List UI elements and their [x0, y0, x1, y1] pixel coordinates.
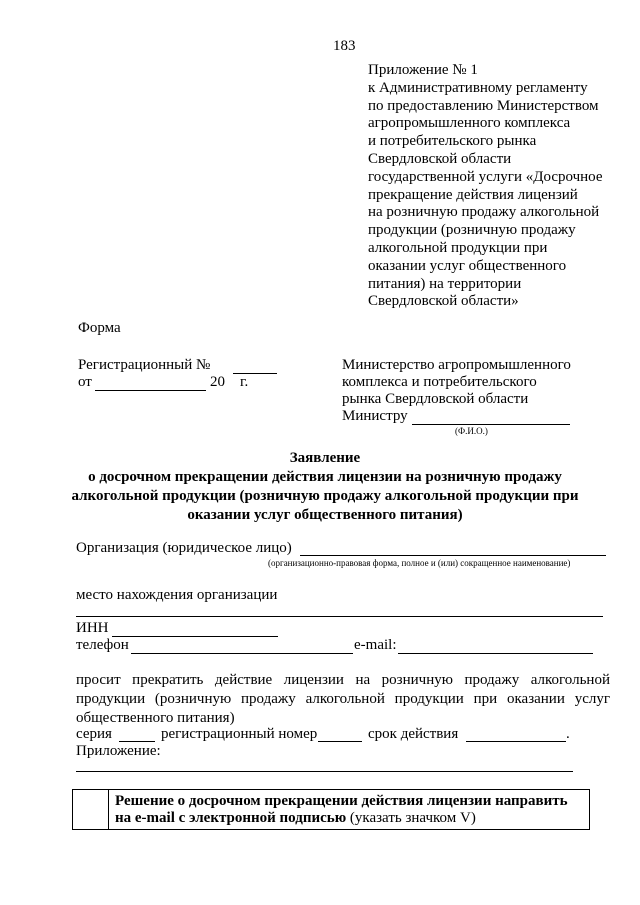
addressee-line: рынка Свердловской области: [342, 391, 529, 407]
attachment-label: Приложение:: [76, 743, 161, 759]
form-label: Форма: [78, 320, 121, 336]
page-number: 183: [333, 38, 356, 54]
email-label: e-mail:: [354, 637, 397, 653]
appendix-line: по предоставлению Министерством: [368, 97, 599, 114]
application-title: [60, 449, 590, 525]
title-line: алкогольной продукции (розничную продажу алкогольной продукции при: [71, 488, 579, 504]
phone-label: телефон: [76, 637, 129, 653]
decision-bold-line: на e-mail с электронной подписью: [115, 810, 347, 826]
decision-bold-line: Решение о досрочном прекращении действия лицензии направить: [115, 793, 568, 809]
appendix-block: [368, 62, 603, 311]
validity-blank[interactable]: [466, 741, 566, 742]
decision-text: [109, 790, 590, 830]
appendix-line: продукции (розничную продажу: [368, 222, 576, 239]
addressee-line: комплекса и потребительского: [342, 374, 537, 390]
location-label: место нахождения организации: [76, 587, 278, 603]
location-blank[interactable]: [76, 616, 603, 617]
appendix-line: питания) на территории: [368, 275, 522, 292]
appendix-line: агропромышленного комплекса: [368, 115, 571, 132]
registration-year: 20: [210, 374, 225, 390]
email-blank[interactable]: [398, 653, 593, 654]
minister-fio-blank[interactable]: [412, 424, 570, 425]
series-blank[interactable]: [119, 741, 155, 742]
title-line: оказании услуг общественного питания): [187, 507, 463, 523]
appendix-line: Свердловской области»: [368, 293, 519, 310]
appendix-line: Свердловской области: [368, 150, 512, 167]
appendix-line: алкогольной продукции при: [368, 239, 548, 256]
appendix-line: и потребительского рынка: [368, 133, 537, 150]
appendix-line: Приложение № 1: [368, 62, 478, 78]
appendix-line: оказании услуг общественного: [368, 257, 567, 274]
validity-label: срок действия: [368, 726, 459, 742]
request-line: просит прекратить действие лицензии на розничную продажу алкогольной: [76, 672, 610, 688]
registration-number-label: Регистрационный №: [78, 357, 211, 373]
title-line: о досрочном прекращении действия лицензии на розничную продажу: [88, 469, 562, 485]
inn-blank[interactable]: [112, 636, 278, 637]
reg-number-blank[interactable]: [318, 741, 362, 742]
request-paragraph: [76, 671, 610, 728]
decision-checkbox[interactable]: [73, 790, 109, 830]
addressee-line: Министерство агропромышленного: [342, 357, 571, 373]
registration-date-from: от: [78, 374, 92, 390]
request-line: продукции (розничную продажу алкогольной продукции при оказании услуг: [76, 691, 610, 707]
organization-blank[interactable]: [300, 555, 606, 556]
registration-date-blank[interactable]: [95, 390, 206, 391]
appendix-line: к Административному регламенту: [368, 79, 588, 96]
appendix-line: прекращение действия лицензий: [368, 186, 578, 203]
organization-label: Организация (юридическое лицо): [76, 540, 292, 556]
inn-label: ИНН: [76, 620, 109, 636]
series-label: серия: [76, 726, 112, 742]
decision-table: [72, 789, 590, 830]
title-heading: Заявление: [289, 450, 361, 466]
registration-year-suffix: г.: [240, 374, 249, 390]
decision-note: (указать значком V): [346, 810, 476, 826]
appendix-line: на розничную продажу алкогольной: [368, 204, 600, 221]
reg-number-label: регистрационный номер: [161, 726, 318, 742]
request-line: общественного питания): [76, 710, 235, 726]
fio-hint: (Ф.И.О.): [455, 426, 488, 436]
appendix-line: государственной услуги «Досрочное: [368, 168, 603, 185]
organization-hint: (организационно-правовая форма, полное и (или) сокращенное наименование): [268, 558, 571, 568]
minister-label: Министру: [342, 408, 408, 424]
attachment-blank[interactable]: [76, 771, 573, 772]
phone-blank[interactable]: [131, 653, 353, 654]
validity-period: .: [566, 726, 570, 742]
